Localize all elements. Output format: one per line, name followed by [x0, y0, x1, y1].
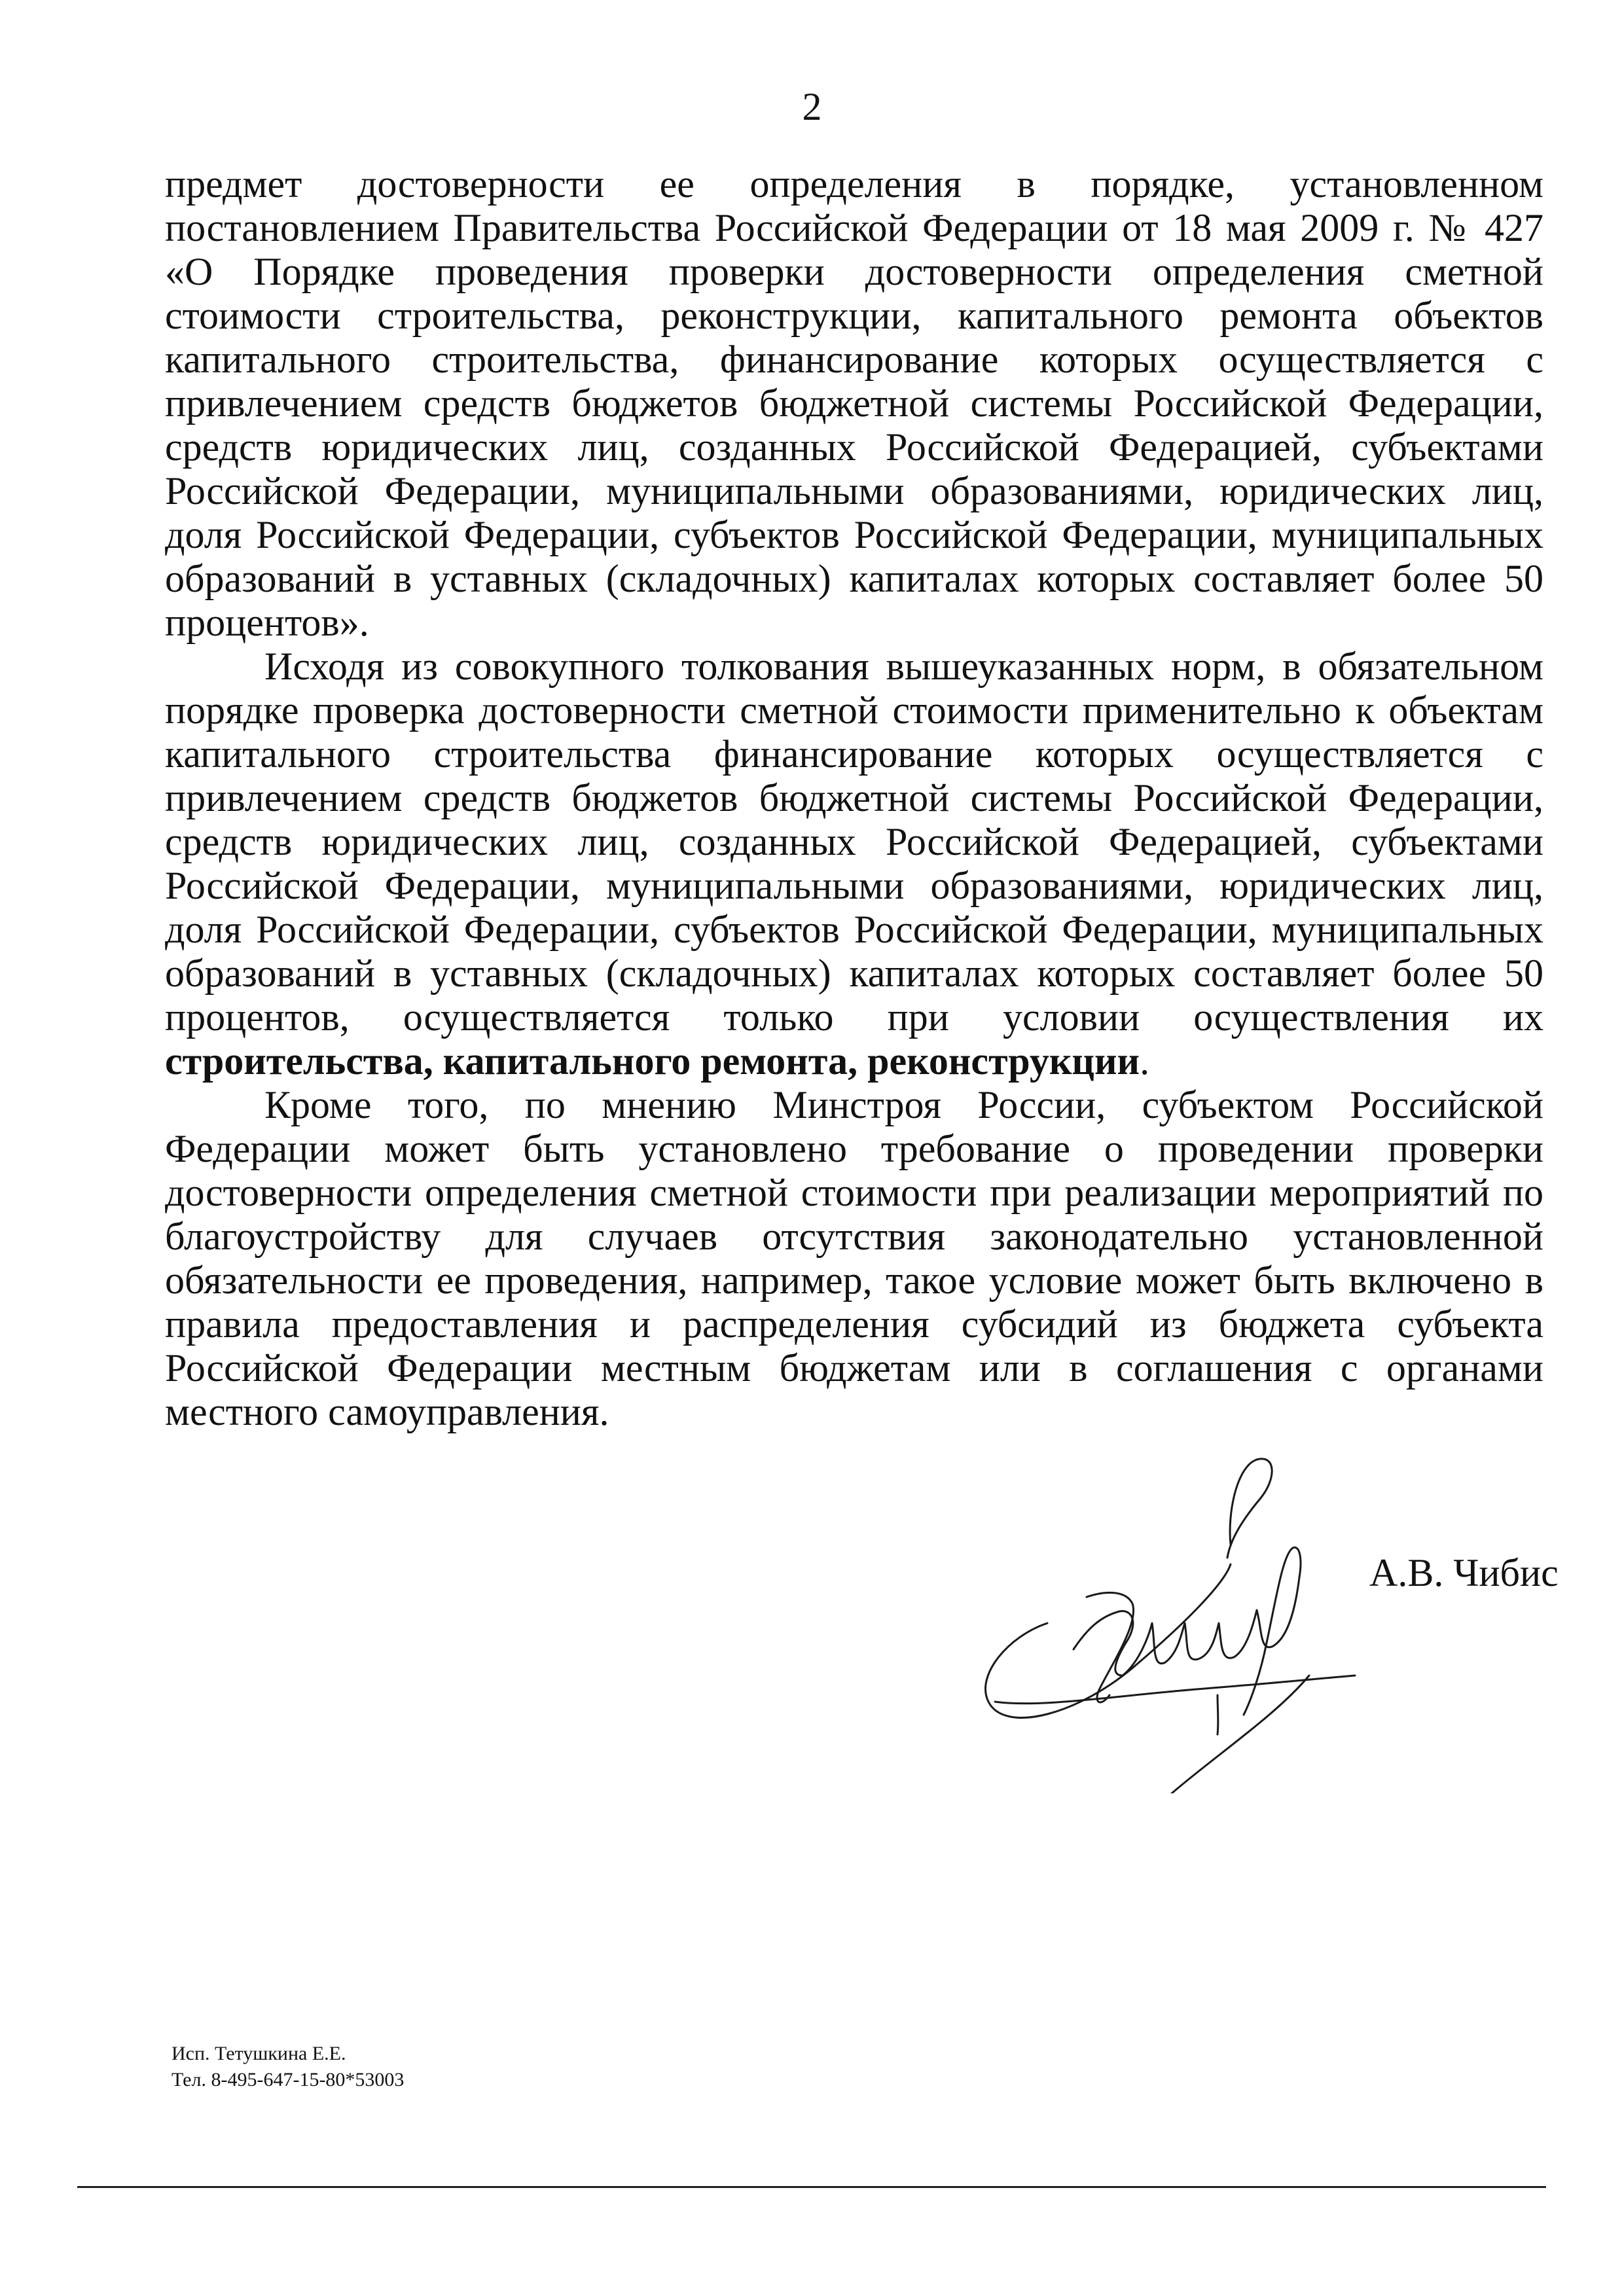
paragraph-1: предмет достоверности ее определения в порядке, установленном постановлением Правительства Российской Федерации от 18 мая 2009 г. № 427 «О Порядке проведения проверки достоверности определения сметной стоимости строительства, реконструкции, капитального ремонта объектов капитального строительства, финансирование которых осуществляется с привлечением средств бюджетов бюджетной системы Российской Федерации, средств юридических лиц, созданных Российской Федерацией, субъектами Российской Федерации, муниципальными образованиями, юридических лиц, доля Российской Федерации, субъектов Российской Федерации, муниципальных образований в уставных (складочных) капиталах которых составляет более 50 процентов». — [165, 162, 1543, 644]
letter-body — [165, 162, 1543, 1434]
handwritten-signature — [969, 1427, 1427, 1793]
paragraph-2-emphasis: строительства, капитального ремонта, реконструкции — [165, 1039, 1140, 1083]
executor-phone: Тел. 8-495-647-15-80*53003 — [171, 2069, 405, 2090]
footer-divider — [77, 2186, 1546, 2188]
page-number: 2 — [802, 85, 822, 128]
signer-name: А.В. Чибис — [1369, 1551, 1559, 1594]
executor-name: Исп. Тетушкина Е.Е. — [171, 2043, 346, 2064]
paragraph-2-end: . — [1140, 1039, 1150, 1083]
paragraph-3: Кроме того, по мнению Минстроя России, субъектом Российской Федерации может быть установлено требование о проведении проверки достоверности определения сметной стоимости при реализации мероприятий по благоустройству для случаев отсутствия законодательно установленной обязательности ее проведения, например, такое условие может быть включено в правила предоставления и распределения субсидий из бюджета субъекта Российской Федерации местным бюджетам или в соглашения с органами местного самоуправления. — [165, 1083, 1543, 1433]
paragraph-2 — [165, 645, 1543, 1083]
executor-info — [171, 2041, 404, 2093]
paragraph-2-text: Исходя из совокупного толкования вышеуказанных норм, в обязательном порядке проверка достоверности сметной стоимости применительно к объектам капитального строительства финансирование которых осуществляется с привлечением средств бюджетов бюджетной системы Российской Федерации, средств юридических лиц, созданных Российской Федерацией, субъектами Российской Федерации, муниципальными образованиями, юридических лиц, доля Российской Федерации, субъектов Российской Федерации, муниципальных образований в уставных (складочных) капиталах которых составляет более 50 процентов, осуществляется только при условии осуществления их — [165, 645, 1543, 1039]
signature-area — [969, 1427, 1558, 1793]
